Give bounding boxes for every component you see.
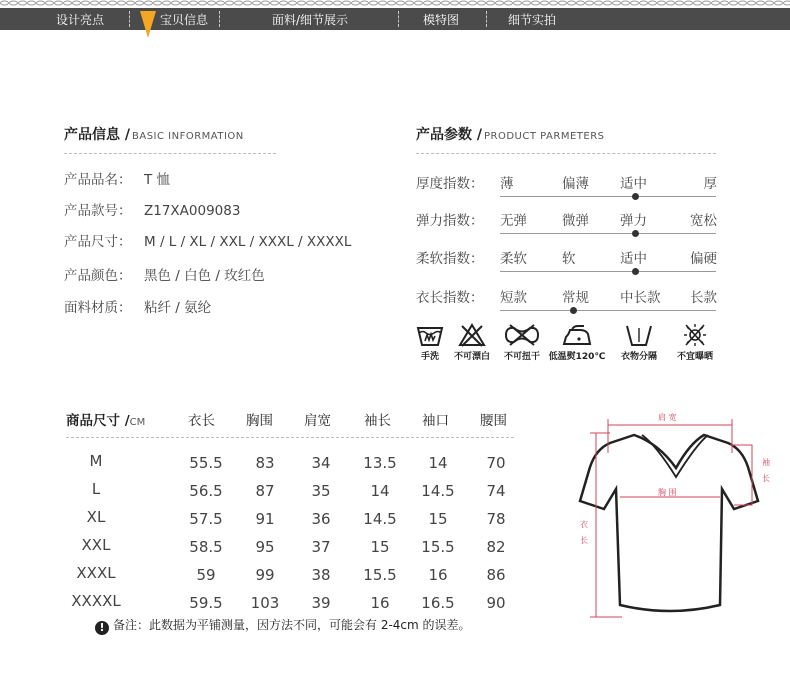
- nav-item-design[interactable]: 设计亮点: [56, 13, 105, 27]
- param-option: 软: [562, 251, 576, 267]
- info-label: 产品颜色：: [64, 268, 132, 284]
- divider: [416, 153, 716, 154]
- size-cell: XXXL: [76, 564, 116, 582]
- care-label: 衣物分隔: [620, 352, 657, 362]
- care-iron-low: [547, 322, 607, 362]
- size-value-cell: 103: [250, 594, 280, 612]
- care-label: 低温熨120℃: [548, 352, 606, 362]
- size-value-cell: 86: [486, 566, 506, 584]
- size-value-cell: 16.5: [421, 594, 455, 612]
- size-value-cell: 90: [486, 594, 506, 612]
- size-value-cell: 91: [255, 510, 275, 528]
- product-params-title: [416, 124, 605, 144]
- product-info-subtitle: BASIC INFORMATION: [132, 131, 244, 142]
- param-option: 宽松: [690, 213, 717, 229]
- nav-separator: [486, 11, 487, 27]
- size-value-cell: 14: [370, 482, 390, 500]
- length-label-2: 长: [580, 536, 588, 545]
- nav-strip: [0, 8, 790, 30]
- info-value: 粘纤 / 氨纶: [144, 300, 212, 316]
- nav-item-detail[interactable]: 细节实拍: [508, 13, 557, 27]
- size-column-header: 胸围: [246, 413, 273, 429]
- product-info-title-text: 产品信息 /: [64, 127, 130, 143]
- info-value: T 恤: [144, 172, 171, 188]
- note-text: 备注：此数据为平铺测量，因方法不同，可能会有 2-4cm 的误差。: [113, 618, 471, 632]
- size-column-header: 袖长: [364, 413, 391, 429]
- care-label: 手洗: [420, 352, 439, 362]
- size-value-cell: 82: [486, 538, 506, 556]
- size-column-header: 腰围: [480, 413, 507, 429]
- size-value-cell: 15: [428, 510, 448, 528]
- shoulder-label: 肩 宽: [658, 413, 677, 422]
- size-cell: XXL: [81, 536, 111, 554]
- param-option: 无弹: [500, 213, 527, 229]
- size-cell: XXXXL: [71, 592, 121, 610]
- tshirt-outline: [580, 435, 758, 611]
- size-value-cell: 57.5: [189, 510, 223, 528]
- iron-low-icon: [560, 322, 594, 348]
- care-separate-wash: [613, 322, 665, 362]
- size-value-cell: 56.5: [189, 482, 223, 500]
- info-row: [64, 230, 351, 250]
- param-option: 偏硬: [690, 251, 717, 267]
- size-cell: L: [91, 480, 101, 498]
- info-label: 产品品名：: [64, 172, 132, 188]
- tshirt-measurement-diagram: [570, 405, 780, 630]
- param-option: 厚: [703, 176, 717, 192]
- size-header-unit: CM: [129, 417, 146, 428]
- param-selected-dot: [632, 230, 639, 237]
- length-label-1: 衣: [580, 520, 588, 529]
- size-cell: XL: [86, 508, 106, 526]
- nav-item-product-info[interactable]: 宝贝信息: [160, 13, 209, 27]
- size-value-cell: 15.5: [363, 566, 397, 584]
- nav-separator: [129, 11, 130, 27]
- param-selected-dot: [632, 268, 639, 275]
- size-value-cell: 16: [428, 566, 448, 584]
- size-value-cell: 39: [311, 594, 331, 612]
- no-wring-icon: [502, 322, 542, 348]
- param-scale-line: [500, 196, 716, 197]
- param-option: 适中: [620, 176, 647, 192]
- info-label: 面料材质：: [64, 300, 132, 316]
- chain-border: [0, 0, 790, 6]
- size-value-cell: 38: [311, 566, 331, 584]
- size-value-cell: 36: [311, 510, 331, 528]
- size-value-cell: 74: [486, 482, 506, 500]
- care-no-wring: [498, 322, 546, 362]
- product-params-subtitle: PRODUCT PARMETERS: [484, 131, 605, 142]
- size-value-cell: 14.5: [421, 482, 455, 500]
- nav-item-fabric[interactable]: 面料/细节展示: [272, 13, 349, 27]
- info-label: 产品款号：: [64, 203, 132, 219]
- size-value-cell: 34: [311, 454, 331, 472]
- care-hand-wash: [414, 322, 446, 362]
- measurement-note: [95, 616, 471, 635]
- separate-wash-icon: [624, 322, 654, 348]
- size-table-header: [66, 409, 145, 429]
- param-selected-dot: [570, 307, 577, 314]
- size-value-cell: 78: [486, 510, 506, 528]
- size-value-cell: 16: [370, 594, 390, 612]
- param-label: 衣长指数：: [416, 290, 484, 306]
- param-option: 长款: [690, 290, 717, 306]
- info-row: [64, 168, 170, 188]
- size-value-cell: 35: [311, 482, 331, 500]
- param-option: 适中: [620, 251, 647, 267]
- care-no-sun: [668, 322, 722, 362]
- size-value-cell: 15.5: [421, 538, 455, 556]
- size-value-cell: 59: [196, 566, 216, 584]
- size-value-cell: 95: [255, 538, 275, 556]
- chest-label: 胸 围: [658, 488, 677, 497]
- param-selected-dot: [632, 193, 639, 200]
- size-column-header: 衣长: [188, 413, 215, 429]
- no-bleach-icon: [457, 322, 487, 348]
- size-value-cell: 70: [486, 454, 506, 472]
- param-option: 偏薄: [562, 176, 589, 192]
- size-header-text: 商品尺寸 /: [66, 413, 130, 429]
- info-value: M / L / XL / XXL / XXXL / XXXXL: [144, 234, 352, 250]
- active-tab-pointer-icon: [137, 8, 159, 38]
- tshirt-collar: [642, 435, 708, 477]
- care-label: 不宜曝晒: [676, 352, 713, 362]
- param-option: 中长款: [620, 290, 661, 306]
- size-value-cell: 15: [370, 538, 390, 556]
- param-label: 柔软指数：: [416, 251, 484, 267]
- warning-icon: !: [95, 621, 109, 635]
- param-option: 弹力: [620, 213, 647, 229]
- care-label: 不可漂白: [453, 352, 490, 362]
- size-cell: M: [89, 452, 103, 470]
- hand-wash-icon: [415, 322, 445, 348]
- size-value-cell: 14.5: [363, 510, 397, 528]
- param-scale-line: [500, 233, 716, 234]
- size-value-cell: 99: [255, 566, 275, 584]
- nav-item-model[interactable]: 模特图: [423, 13, 460, 27]
- size-value-cell: 14: [428, 454, 448, 472]
- nav-separator: [219, 11, 220, 27]
- size-value-cell: 37: [311, 538, 331, 556]
- param-scale-line: [500, 310, 716, 311]
- size-value-cell: 55.5: [189, 454, 223, 472]
- param-option: 短款: [500, 290, 527, 306]
- param-label: 弹力指数：: [416, 213, 484, 229]
- size-value-cell: 59.5: [189, 594, 223, 612]
- top-nav: [0, 0, 790, 30]
- param-label: 厚度指数：: [416, 176, 484, 192]
- divider: [66, 437, 514, 438]
- info-row: [64, 199, 240, 219]
- info-label: 产品尺寸：: [64, 234, 132, 250]
- divider: [64, 153, 276, 154]
- care-label: 不可扭干: [503, 352, 540, 362]
- size-column-header: 肩宽: [304, 413, 331, 429]
- sleeve-label-1: 袖: [762, 458, 770, 467]
- param-option: 薄: [500, 176, 514, 192]
- no-sun-dry-icon: [680, 322, 710, 348]
- sleeve-label-2: 长: [762, 474, 770, 483]
- size-value-cell: 87: [255, 482, 275, 500]
- info-row: [64, 296, 211, 316]
- info-row: [64, 264, 265, 284]
- size-value-cell: 13.5: [363, 454, 397, 472]
- info-value: Z17XA009083: [144, 203, 241, 219]
- product-info-title: [64, 124, 244, 144]
- param-option: 微弹: [562, 213, 589, 229]
- product-params-title-text: 产品参数 /: [416, 127, 482, 143]
- shoulder-measure: [608, 419, 732, 453]
- param-option: 柔软: [500, 251, 527, 267]
- size-value-cell: 83: [255, 454, 275, 472]
- param-option: 常规: [562, 290, 589, 306]
- info-value: 黑色 / 白色 / 玫红色: [144, 268, 265, 284]
- care-no-bleach: [448, 322, 496, 362]
- size-column-header: 袖口: [422, 413, 449, 429]
- nav-separator: [398, 11, 399, 27]
- size-value-cell: 58.5: [189, 538, 223, 556]
- param-scale-line: [500, 271, 716, 272]
